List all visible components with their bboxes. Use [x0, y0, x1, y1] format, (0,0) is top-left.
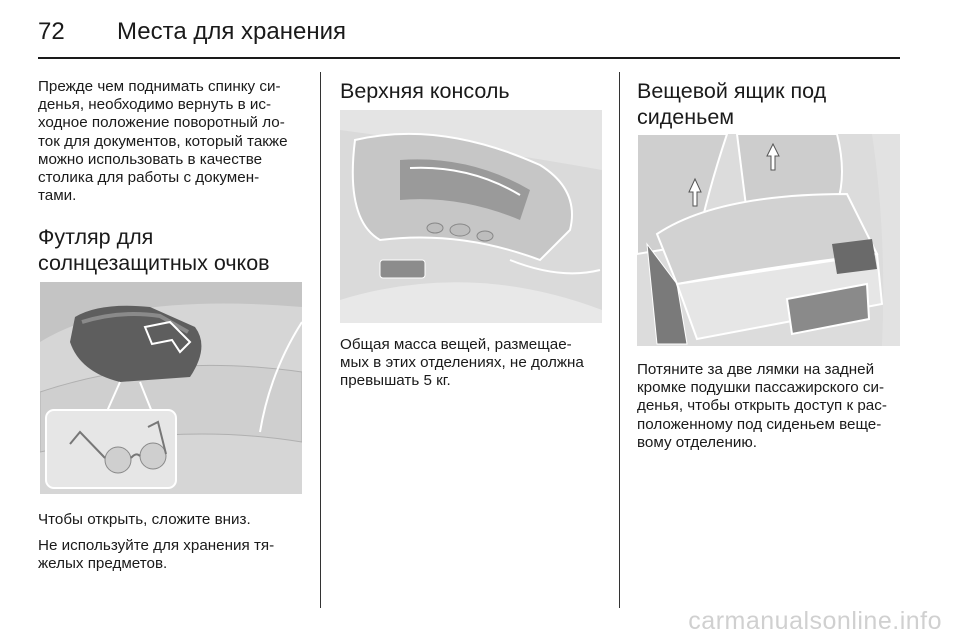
- text-line: вому отделению.: [637, 433, 757, 451]
- column-divider-1: [320, 72, 321, 608]
- intro-line: денья, необходимо вернуть в ис-: [38, 96, 272, 114]
- overhead-console-heading: Верхняя консоль: [340, 79, 510, 103]
- intro-paragraph: [38, 78, 308, 205]
- caption-line: желых предметов.: [38, 555, 168, 573]
- intro-line: столика для работы с докумен-: [38, 169, 260, 187]
- under-seat-text: [637, 361, 902, 452]
- warning-caption: [38, 537, 308, 573]
- text-line: Потяните за две лямки на задней: [637, 361, 875, 378]
- sunglasses-heading: [38, 224, 308, 276]
- section-title: Места для хранения: [117, 18, 346, 45]
- under-seat-heading: [637, 78, 902, 130]
- overhead-console-text: [340, 336, 605, 391]
- column-left-captions: [38, 511, 308, 574]
- intro-line: Прежде чем поднимать спинку си-: [38, 78, 281, 95]
- caption-line: Не используйте для хранения тя-: [38, 537, 275, 555]
- text-line: мых в этих отделениях, не должна: [340, 354, 584, 372]
- header-rule: [38, 57, 900, 59]
- text-line: денья, чтобы открыть доступ к рас-: [637, 397, 887, 415]
- under-seat-drawer-illustration: [637, 134, 900, 346]
- intro-line: можно использовать в качестве: [38, 150, 263, 168]
- page-number: 72: [38, 18, 65, 45]
- watermark: carmanualsonline.info: [688, 607, 942, 635]
- text-line: положенному под сиденьем веще-: [637, 415, 882, 433]
- intro-line: ходное положение поворотный ло-: [38, 114, 285, 132]
- column-right: [637, 78, 902, 130]
- intro-line: ток для документов, который также: [38, 132, 288, 150]
- heading-line: Футляр для: [38, 225, 154, 250]
- sunglasses-holder-illustration: [40, 282, 302, 494]
- heading-line: сиденьем: [637, 105, 735, 129]
- text-line: кромке подушки пассажирского си-: [637, 379, 885, 397]
- heading-line: солнцезащитных очков: [38, 251, 270, 276]
- column-divider-2: [619, 72, 620, 608]
- text-line: Общая масса вещей, размещае-: [340, 336, 572, 353]
- column-left: [38, 78, 308, 276]
- intro-line: тами.: [38, 187, 77, 205]
- heading-line: Вещевой ящик под: [637, 79, 827, 103]
- column-right-text: [637, 361, 902, 452]
- open-caption: Чтобы открыть, сложите вниз.: [38, 511, 251, 528]
- column-middle-text: [340, 336, 605, 391]
- column-middle: [340, 78, 605, 104]
- overhead-console-illustration: [340, 110, 602, 323]
- text-line: превышать 5 кг.: [340, 372, 451, 390]
